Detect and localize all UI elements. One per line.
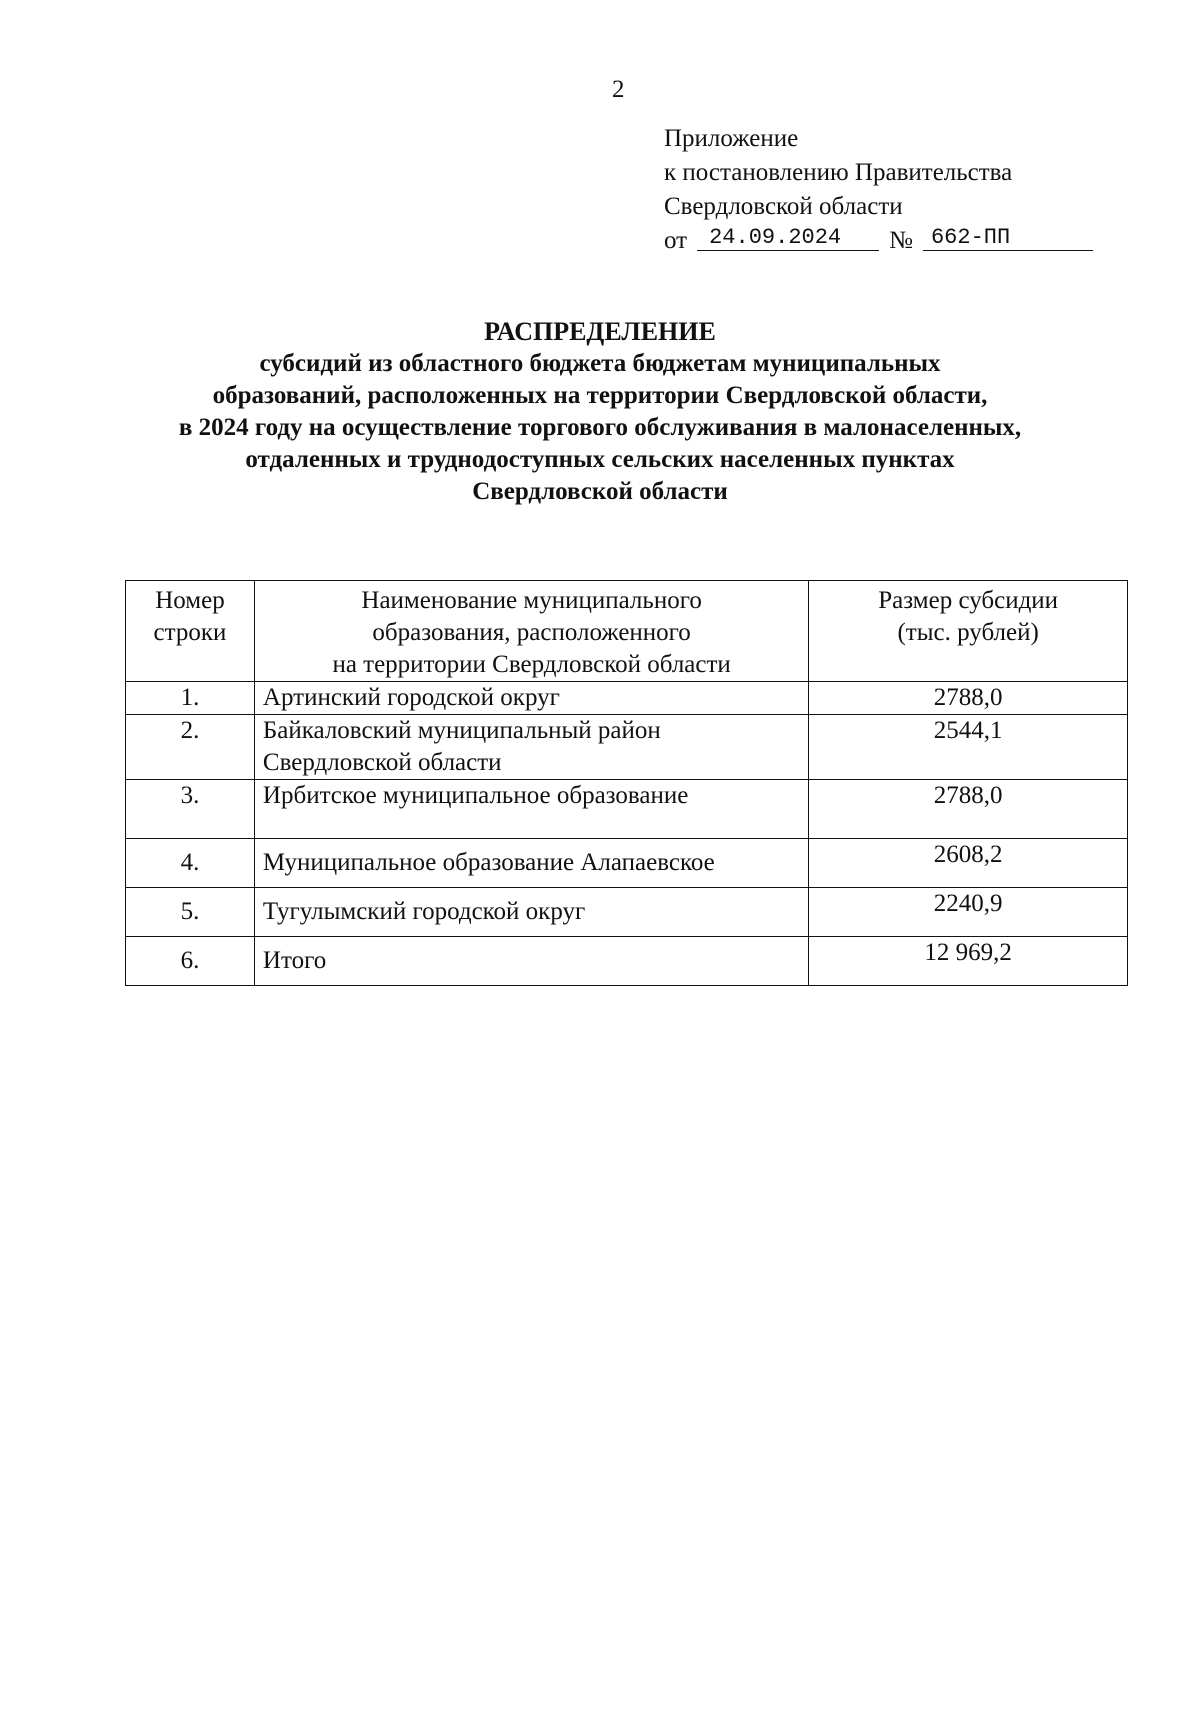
title-line-2: образований, расположенных на территории Свердловской области,: [212, 382, 988, 409]
header-row-number-line-2: строки: [153, 619, 227, 646]
subsidy-amount: 2788,0: [809, 780, 1128, 839]
table-header-row: [126, 581, 1128, 682]
header-subsidy-amount: [809, 581, 1128, 682]
municipality-name-line-1: Тугулымский городской округ: [262, 898, 586, 925]
municipality-name-line-1: Ирбитское муниципальное образование: [262, 782, 689, 809]
row-number: 1.: [126, 682, 255, 715]
header-municipality-line-2: образования, расположенного: [372, 619, 691, 646]
municipality-name-line-1: Артинский городской округ: [262, 684, 560, 711]
from-label: от: [664, 227, 688, 254]
title-line-1: субсидий из областного бюджета бюджетам муниципальных: [259, 350, 941, 377]
row-number: 6.: [126, 937, 255, 986]
appendix-line-3: Свердловской области: [664, 193, 903, 220]
appendix-line-2: к постановлению Правительства: [664, 159, 1013, 186]
title-line-3: в 2024 году на осуществление торгового обслуживания в малонаселенных,: [178, 414, 1022, 441]
table-row: [126, 715, 1128, 780]
appendix-line-1: Приложение: [664, 125, 799, 152]
subsidy-table: [125, 580, 1128, 986]
title-line-5: Свердловской области: [472, 478, 728, 505]
number-label: №: [889, 227, 913, 254]
header-subsidy-line-2: (тыс. рублей): [897, 619, 1039, 646]
header-municipality-line-3: на территории Свердловской области: [332, 651, 731, 678]
row-number: 2.: [126, 715, 255, 780]
municipality-name: [254, 937, 808, 986]
header-row-number: [126, 581, 255, 682]
table-row: [126, 888, 1128, 937]
row-number: 4.: [126, 839, 255, 888]
municipality-name-line-1: Муниципальное образование Алапаевское: [262, 849, 715, 876]
subsidy-amount: 2544,1: [809, 715, 1128, 780]
appendix-block: [664, 122, 1093, 258]
municipality-name: [254, 715, 808, 780]
municipality-name-line-1: Байкаловский муниципальный район: [262, 717, 661, 744]
document-title: [0, 316, 1200, 508]
subsidy-amount: 2240,9: [809, 888, 1128, 937]
table-row: [126, 839, 1128, 888]
title-heading: РАСПРЕДЕЛЕНИЕ: [484, 317, 716, 346]
row-number: 3.: [126, 780, 255, 839]
header-row-number-line-1: Номер: [155, 587, 225, 614]
title-line-4: отдаленных и труднодоступных сельских населенных пунктах: [245, 446, 955, 473]
page-number: 2: [612, 76, 625, 103]
resolution-number: 662-ПП: [923, 226, 1093, 251]
resolution-date: 24.09.2024: [697, 226, 879, 251]
municipality-name-line-1: Итого: [262, 947, 327, 974]
table-row: [126, 682, 1128, 715]
municipality-name: [254, 839, 808, 888]
subsidy-amount: 2608,2: [809, 839, 1128, 888]
municipality-name: [254, 682, 808, 715]
row-number: 5.: [126, 888, 255, 937]
header-municipality: [254, 581, 808, 682]
header-municipality-line-1: Наименование муниципального: [361, 587, 702, 614]
subsidy-amount: 12 969,2: [809, 937, 1128, 986]
municipality-name: [254, 888, 808, 937]
table-row: [126, 780, 1128, 839]
table-row-total: [126, 937, 1128, 986]
municipality-name-line-2: Свердловской области: [262, 749, 502, 776]
subsidy-amount: 2788,0: [809, 682, 1128, 715]
appendix-reference-line: [664, 224, 1093, 258]
header-subsidy-line-1: Размер субсидии: [878, 587, 1059, 614]
municipality-name: [254, 780, 808, 839]
